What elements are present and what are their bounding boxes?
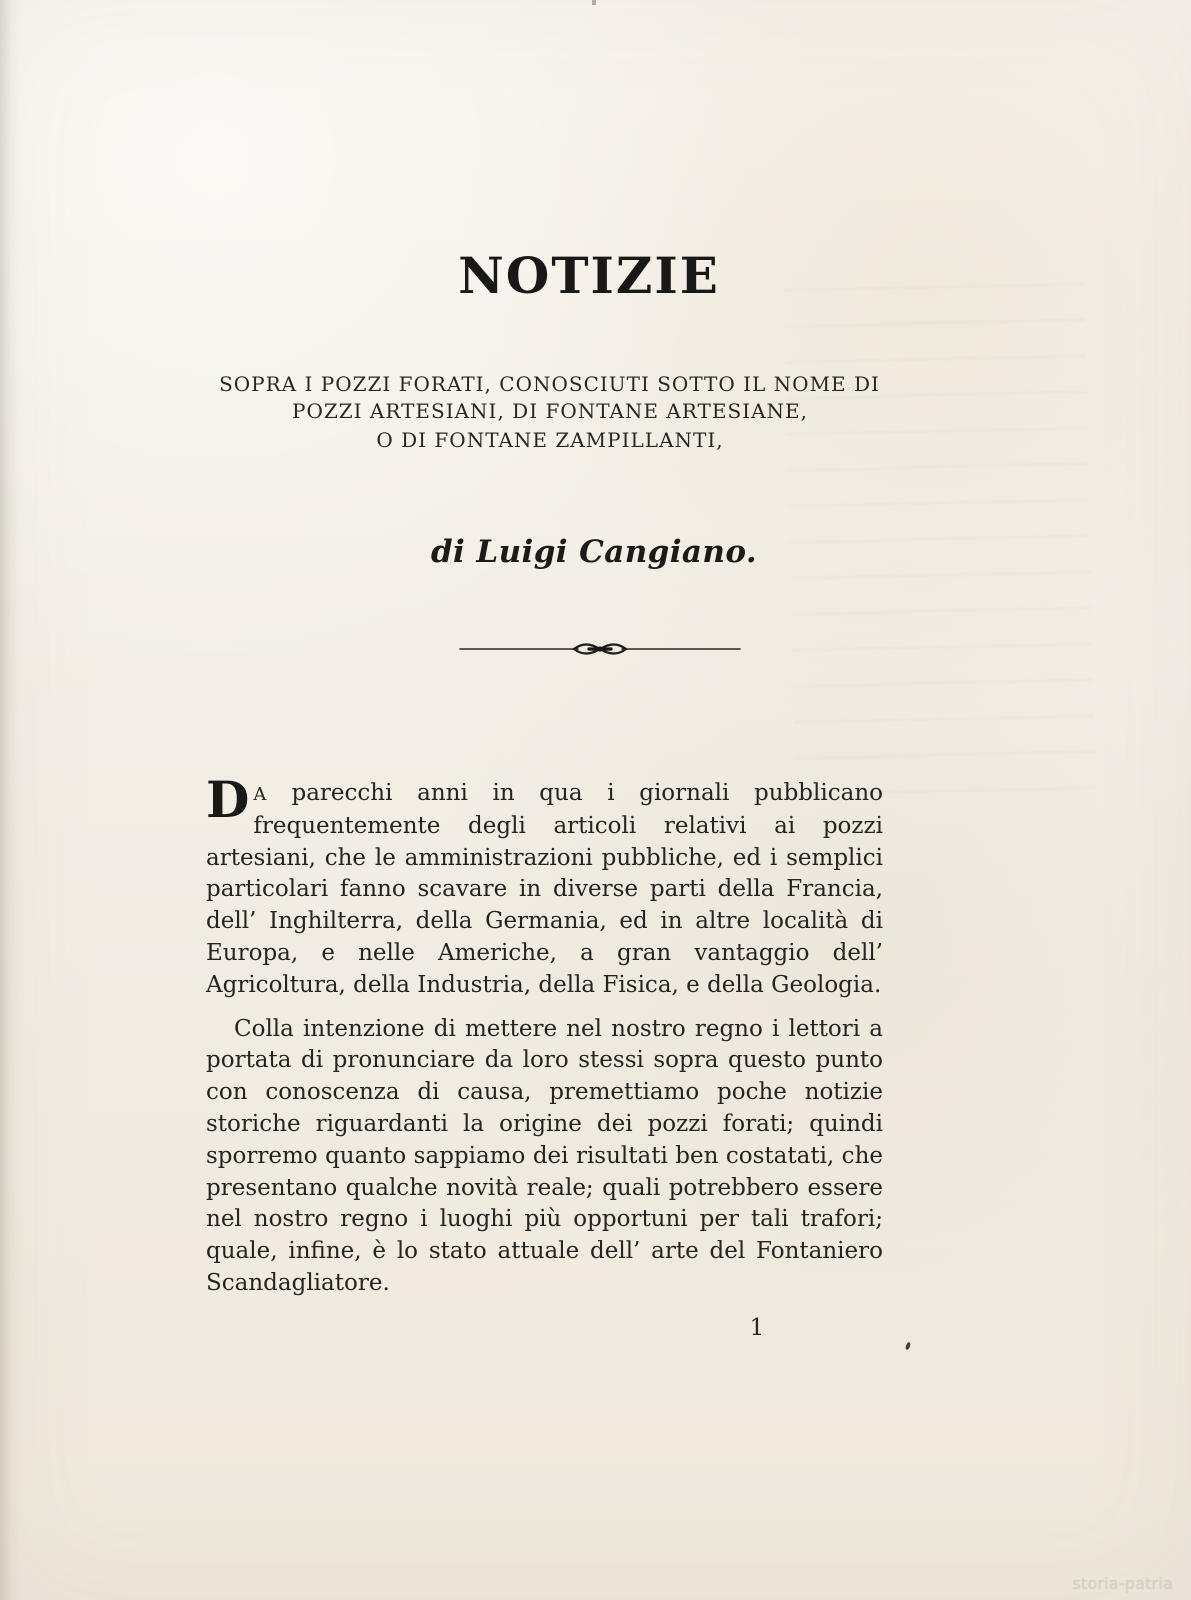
paragraph-1-opening: A <box>253 784 267 805</box>
paragraph-1-text: parecchi anni in qua i giornali pubblicano frequentemente degli articoli relativi ai pozzi artesiani, che le amministrazioni pubbliche, ed i semplici particolari fanno scavare in diverse parti della Francia, dell’ Inghilterra, della Germania, ed in altre località di Europa, e nelle Americhe, a gran vantaggio dell’ Agricoltura, della Industria, della Fisica, e della Geologia. <box>206 780 883 998</box>
page-number: 1 <box>749 1315 765 1341</box>
author-line: di Luigi Cangiano. <box>430 534 758 570</box>
watermark-text: storia-patria <box>1072 1574 1173 1593</box>
reverse-side-show-through <box>784 283 1096 810</box>
paragraph-2: Colla intenzione di mettere nel nostro regno i lettori a portata di pronunciare da loro stessi sopra questo punto con conoscenza di causa, premettiamo poche notizie storiche riguardanti la origine dei pozzi forati; quindi sporremo quanto sappiamo dei risultati ben costatati, che presentano qualche novità reale; quali potrebbero essere nel nostro regno i luoghi più opportuni per tali trafori; quale, infine, è lo stato attuale dell’ arte del Fontaniero Scandagliatore. <box>206 1015 883 1296</box>
subtitle-line-2: POZZI ARTESIANI, DI FONTANE ARTESIANE, <box>292 399 808 423</box>
drop-cap: D <box>206 770 250 829</box>
subtitle-line-3: O DI FONTANE ZAMPILLANTI, <box>376 428 724 452</box>
body-text <box>206 770 883 1300</box>
page-left-edge-shadow <box>0 0 22 1600</box>
subtitle-line-1: SOPRA I POZZI FORATI, CONOSCIUTI SOTTO IL NOME DI <box>219 372 880 396</box>
ink-spot <box>905 1342 911 1351</box>
page-title: NOTIZIE <box>458 246 720 305</box>
top-print-mark <box>592 0 596 5</box>
paragraph-1 <box>206 770 883 1002</box>
decorative-rule-icon <box>458 636 742 662</box>
